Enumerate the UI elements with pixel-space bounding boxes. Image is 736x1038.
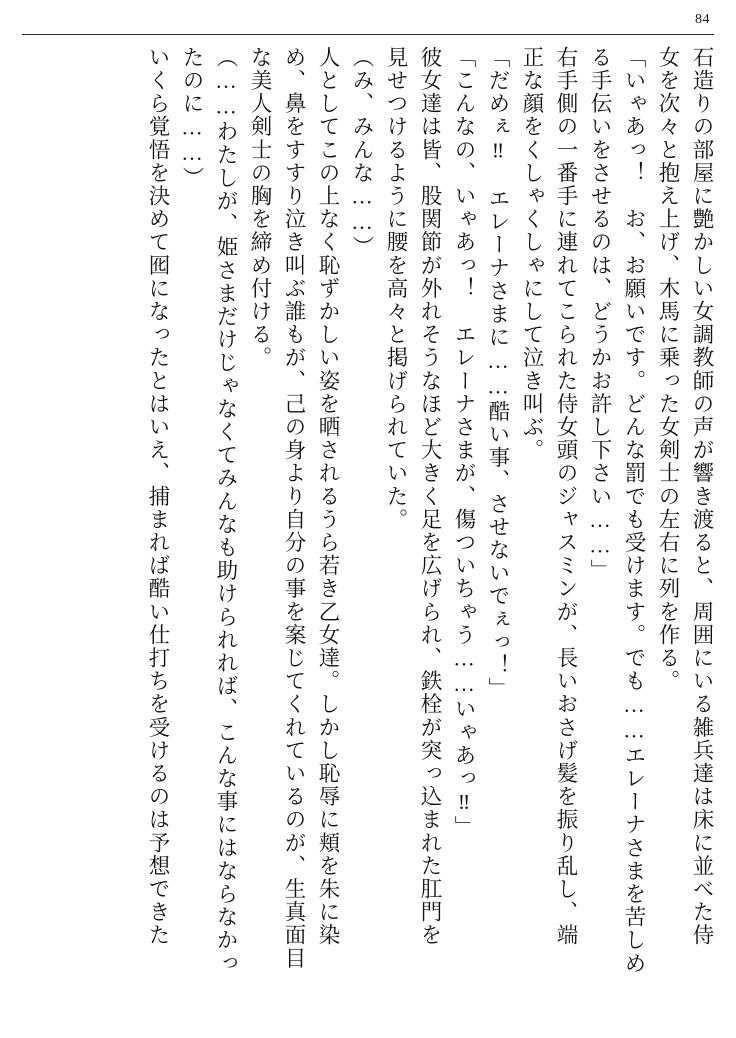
text-line: いくら覚悟を決めて囮になったとはいえ、捕まれば酷い仕打ちを受けるのは予想できた — [146, 46, 170, 947]
text-line: 「だめぇ‼ エレーナさまに……酷い事、させないでぇっ！」 — [486, 46, 510, 701]
body-text-block — [24, 44, 712, 1016]
text-line: 彼女達は皆、股関節が外れそうなほど大きく足を広げられ、鉄栓が突っ込まれた肛門を — [418, 46, 442, 947]
text-line: な美人剣士の胸を締め付ける。 — [248, 46, 272, 370]
text-line: （み、みんな……） — [350, 46, 374, 259]
text-line: 正な顔をくしゃくしゃにして泣き叫ぶ。 — [520, 46, 544, 462]
text-line: 石造りの部屋に艶かしい女調教師の声が響き渡ると、周囲にいる雑兵達は床に並べた侍 — [690, 46, 714, 947]
page-number: 84 — [695, 12, 710, 27]
text-line: 人としてこの上なく恥ずかしい姿を晒されるうら若き乙女達。しかし恥辱に頬を朱に染 — [316, 46, 340, 947]
text-line: 右手側の一番手に連れてこられた侍女頭のジャスミンが、長いおさげ髪を振り乱し、端 — [554, 46, 578, 947]
text-line: 見せつけるように腰を高々と掲げられていた。 — [384, 46, 408, 532]
text-line: め、鼻をすすり泣き叫ぶ誰もが、己の身より自分の事を案じてくれているのが、生真面目 — [282, 46, 306, 970]
text-line: る手伝いをさせるのは、どうかお許し下さい……」 — [588, 46, 612, 583]
text-line: 「いゃあっ！ お、お願いです。どんな罰でも受けます。でも……エレーナさまを苦しめ — [622, 46, 646, 975]
header-rule — [22, 34, 714, 35]
text-line: たのに……） — [180, 46, 204, 190]
text-line: 「こんなの、いゃあっ！ エレーナさまが、傷ついちゃう……いゃあっ‼」 — [452, 46, 476, 839]
text-line: 女を次々と抱え上げ、木馬に乗った女剣士の左右に列を作る。 — [656, 46, 680, 693]
text-line: （……わたしが、姫さまだけじゃなくてみんなも助けられれば、こんな事にはならなかっ — [214, 46, 238, 975]
